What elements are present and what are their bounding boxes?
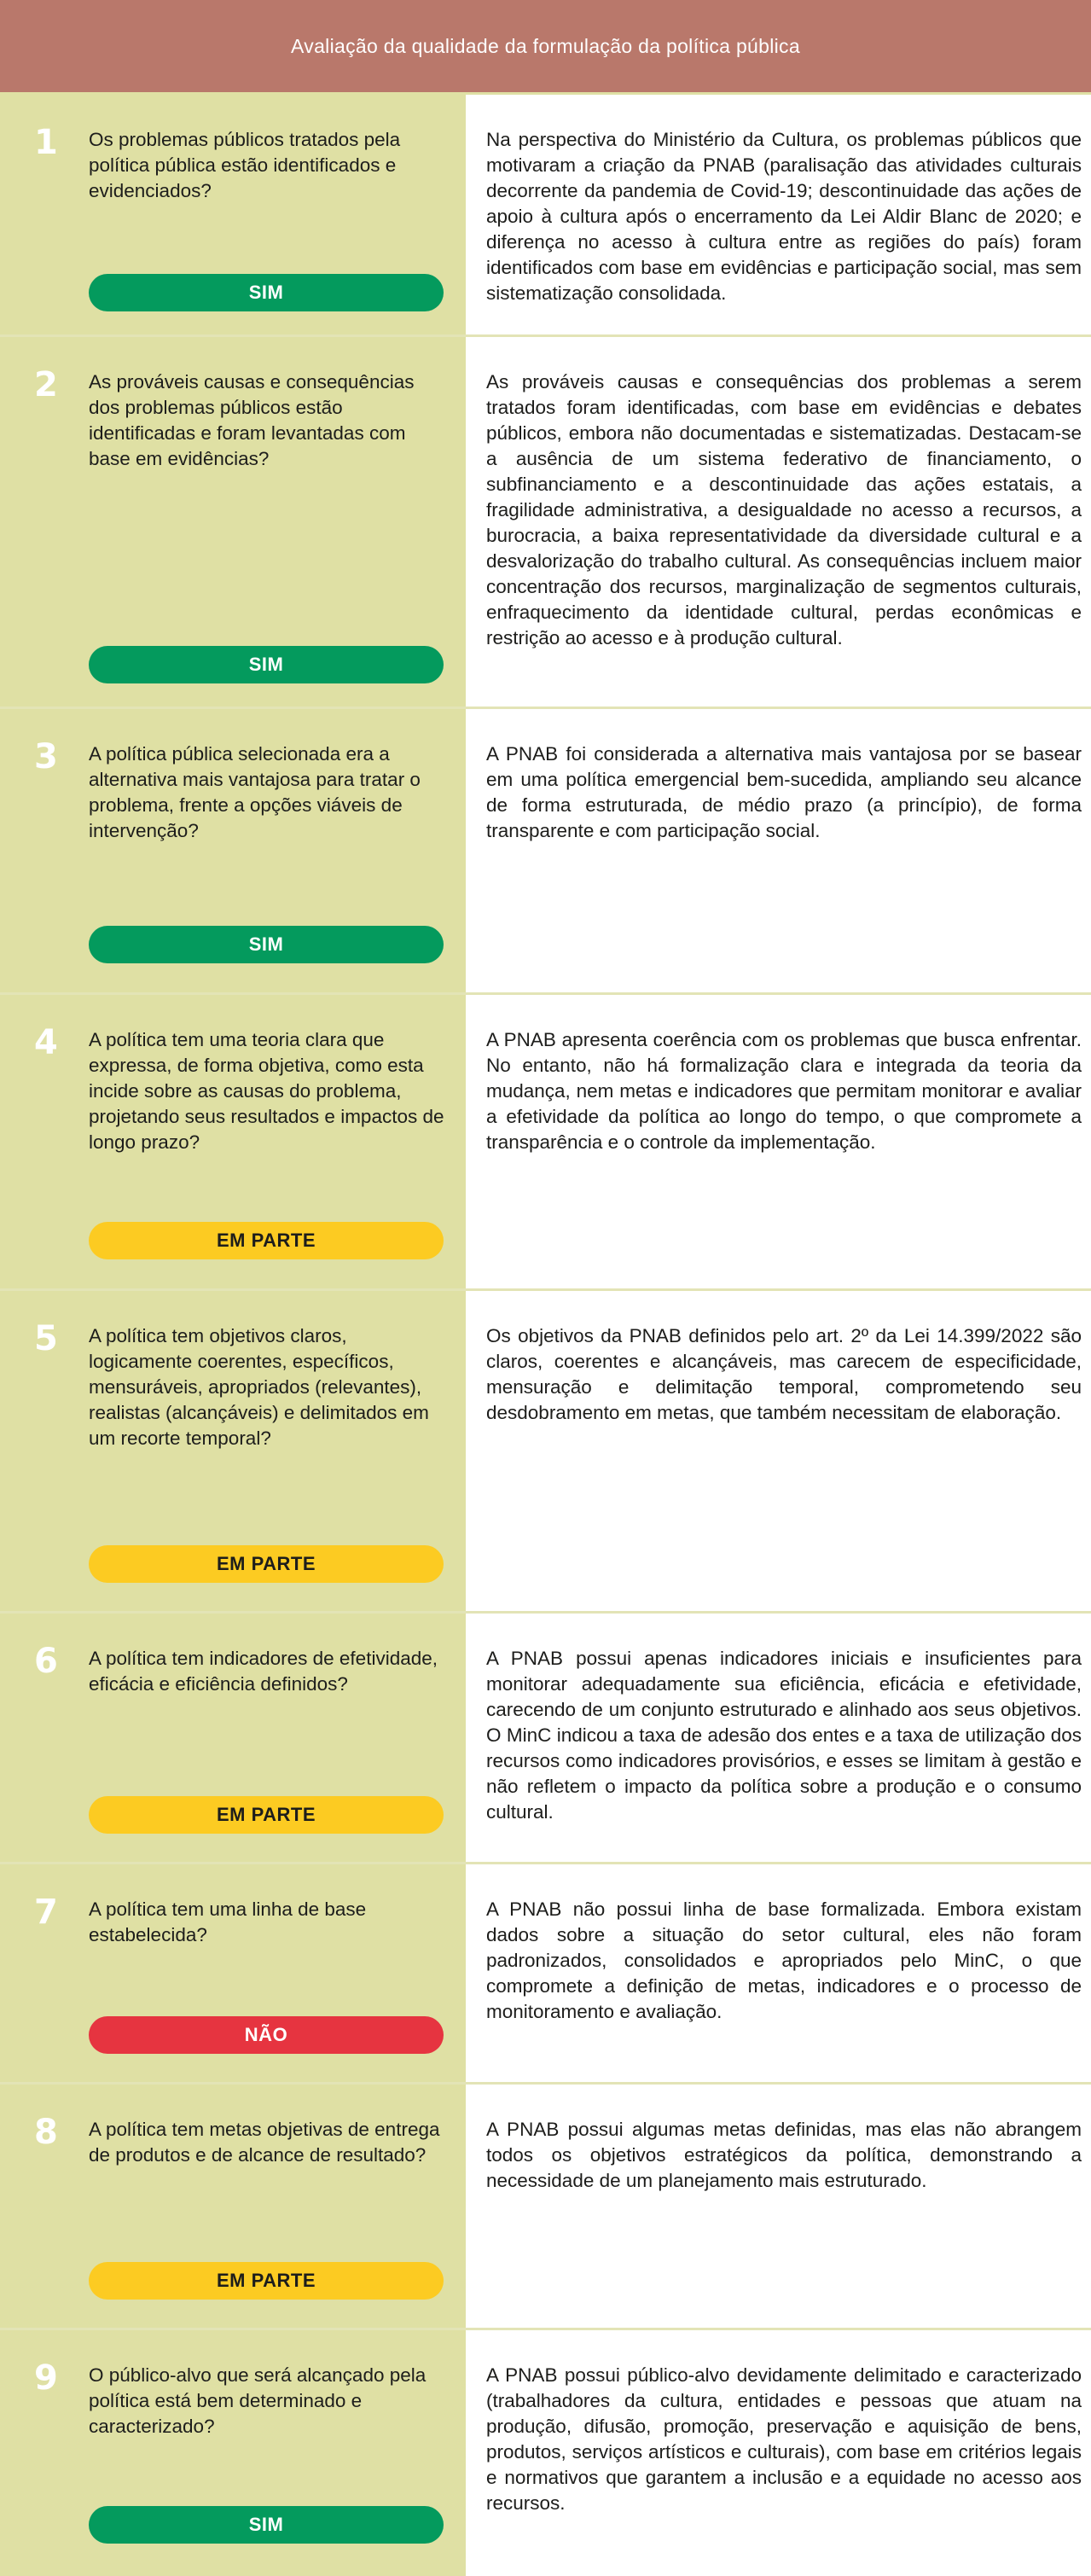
answer-text: A PNAB possui apenas indicadores iniciais e insuficientes para monitorar adequadamente sua eficiência, eficácia e efetividade, carecendo de um conjunto estruturado e alinhado aos seus objetivos. O MinC indicou a taxa de adesão dos entes e a taxa de utilização dos recursos como indicadores provisórios, e esses se limitam à gestão e não refletem o impacto da política sobre a produção e o consumo cultural. [486, 1648, 1082, 1823]
answer-cell [466, 95, 1091, 334]
question-text: A política tem objetivos claros, logicamente coerentes, específicos, mensuráveis, apropriados (relevantes), realistas (alcançáveis) e delimitados em um recorte temporal? [89, 1325, 429, 1449]
status-badge: EM PARTE [89, 1222, 444, 1259]
evaluation-row-5 [0, 1291, 1091, 1614]
row-number: 3 [34, 737, 58, 776]
answer-text: As prováveis causas e consequências dos problemas a serem tratados foram identificadas, com base em evidências e debates públicos, embora não documentadas e sistematizadas. Destacam-se a ausência de um sistema federativo de financiamento, o subfinanciamento e a descontinuidade das ações estatais, a fragilidade administrativa, a desigualdade no acesso a recursos, a burocracia, a baixa representatividade da diversidade cultural e a desvalorização do trabalho cultural. As consequências incluem maior concentração dos recursos, marginalização de segmentos culturais, enfraquecimento da identidade cultural, perdas econômicas e restrição ao acesso e à produção cultural. [486, 371, 1082, 648]
question-cell [0, 1864, 466, 2082]
question-cell [0, 337, 466, 707]
table-title: Avaliação da qualidade da formulação da política pública [291, 34, 800, 57]
answer-cell [466, 709, 1091, 992]
evaluation-row-7 [0, 1864, 1091, 2085]
status-badge: EM PARTE [89, 2262, 444, 2300]
question-text: Os problemas públicos tratados pela política pública estão identificados e evidenciados? [89, 129, 401, 201]
answer-cell [466, 2085, 1091, 2328]
answer-text: A PNAB possui algumas metas definidas, mas elas não abrangem todos os objetivos estratégicos da política, demonstrando a necessidade de um planejamento mais estruturado. [486, 2119, 1082, 2191]
answer-text: Na perspectiva do Ministério da Cultura, os problemas públicos que motivaram a criação da PNAB (paralisação das atividades culturais decorrente da pandemia de Covid-19; descontinuidade das ações de apoio à cultura após o encerramento da Lei Aldir Blanc de 2020; e diferença no acesso à cultura entre as regiões do país) foram identificados com base em evidências e participação social, mas sem sistematização consolidada. [486, 129, 1082, 304]
status-badge: SIM [89, 2506, 444, 2544]
answer-text: A PNAB possui público-alvo devidamente delimitado e caracterizado (trabalhadores da cultura, entidades e pessoas que atuam na produção, difusão, promoção, preservação e aquisição de bens, produtos, serviços artísticos e culturais), com base em critérios legais e normativos que garantem a inclusão e a equidade no acesso aos recursos. [486, 2364, 1082, 2514]
row-number: 2 [34, 365, 58, 404]
row-number: 6 [34, 1642, 58, 1681]
evaluation-row-9 [0, 2330, 1091, 2576]
status-badge: SIM [89, 646, 444, 683]
answer-cell [466, 1291, 1091, 1611]
question-cell [0, 709, 466, 992]
status-badge: EM PARTE [89, 1545, 444, 1583]
answer-cell [466, 337, 1091, 707]
evaluation-row-2 [0, 337, 1091, 709]
evaluation-row-6 [0, 1614, 1091, 1864]
row-number: 8 [34, 2113, 58, 2152]
answer-cell [466, 1614, 1091, 1862]
row-number: 9 [34, 2358, 58, 2398]
question-text: A política pública selecionada era a alternativa mais vantajosa para tratar o problema, frente a opções viáveis de intervenção? [89, 743, 421, 841]
row-number: 7 [34, 1893, 58, 1932]
answer-text: A PNAB não possui linha de base formalizada. Embora existam dados sobre a situação do setor cultural, eles não foram padronizados, consolidados e apropriados pelo MinC, o que compromete a definição de metas, indicadores e o processo de monitoramento e avaliação. [486, 1899, 1082, 2022]
status-badge: EM PARTE [89, 1796, 444, 1834]
status-badge: NÃO [89, 2016, 444, 2054]
table-header [0, 0, 1091, 92]
evaluation-row-8 [0, 2085, 1091, 2330]
question-cell [0, 1291, 466, 1611]
answer-cell [466, 1864, 1091, 2082]
question-cell [0, 995, 466, 1288]
answer-cell [466, 2330, 1091, 2576]
question-cell [0, 1614, 466, 1862]
answer-text: A PNAB foi considerada a alternativa mais vantajosa por se basear em uma política emergencial bem-sucedida, ampliando seu alcance de forma estruturada, de médio prazo (a princípio), de forma transparente e com participação social. [486, 743, 1082, 841]
question-cell [0, 95, 466, 334]
question-text: A política tem metas objetivas de entrega de produtos e de alcance de resultado? [89, 2119, 440, 2166]
row-number: 4 [34, 1023, 58, 1062]
row-number: 5 [34, 1319, 58, 1358]
evaluation-row-1 [0, 95, 1091, 337]
question-cell [0, 2085, 466, 2328]
question-text: As prováveis causas e consequências dos problemas públicos estão identificadas e foram levantadas com base em evidências? [89, 371, 415, 469]
status-badge: SIM [89, 274, 444, 311]
answer-text: A PNAB apresenta coerência com os problemas que busca enfrentar. No entanto, não há formalização clara e integrada da teoria da mudança, nem metas e indicadores que permitam monitorar e avaliar a efetividade da política ao longo do tempo, o que compromete a transparência e o controle da implementação. [486, 1029, 1082, 1153]
answer-cell [466, 995, 1091, 1288]
answer-text: Os objetivos da PNAB definidos pelo art. 2º da Lei 14.399/2022 são claros, coerentes e alcançáveis, mas carecem de especificidade, mensuração e delimitação temporal, comprometendo seu desdobramento em metas, que também necessitam de elaboração. [486, 1325, 1082, 1423]
question-text: A política tem uma teoria clara que expressa, de forma objetiva, como esta incide sobre as causas do problema, projetando seus resultados e impactos de longo prazo? [89, 1029, 444, 1153]
evaluation-row-3 [0, 709, 1091, 995]
evaluation-row-4 [0, 995, 1091, 1291]
question-text: O público-alvo que será alcançado pela política está bem determinado e caracterizado? [89, 2364, 427, 2437]
status-badge: SIM [89, 926, 444, 963]
question-text: A política tem indicadores de efetividade, eficácia e eficiência definidos? [89, 1648, 438, 1695]
row-number: 1 [34, 123, 58, 162]
question-text: A política tem uma linha de base estabelecida? [89, 1899, 367, 1945]
question-cell [0, 2330, 466, 2576]
